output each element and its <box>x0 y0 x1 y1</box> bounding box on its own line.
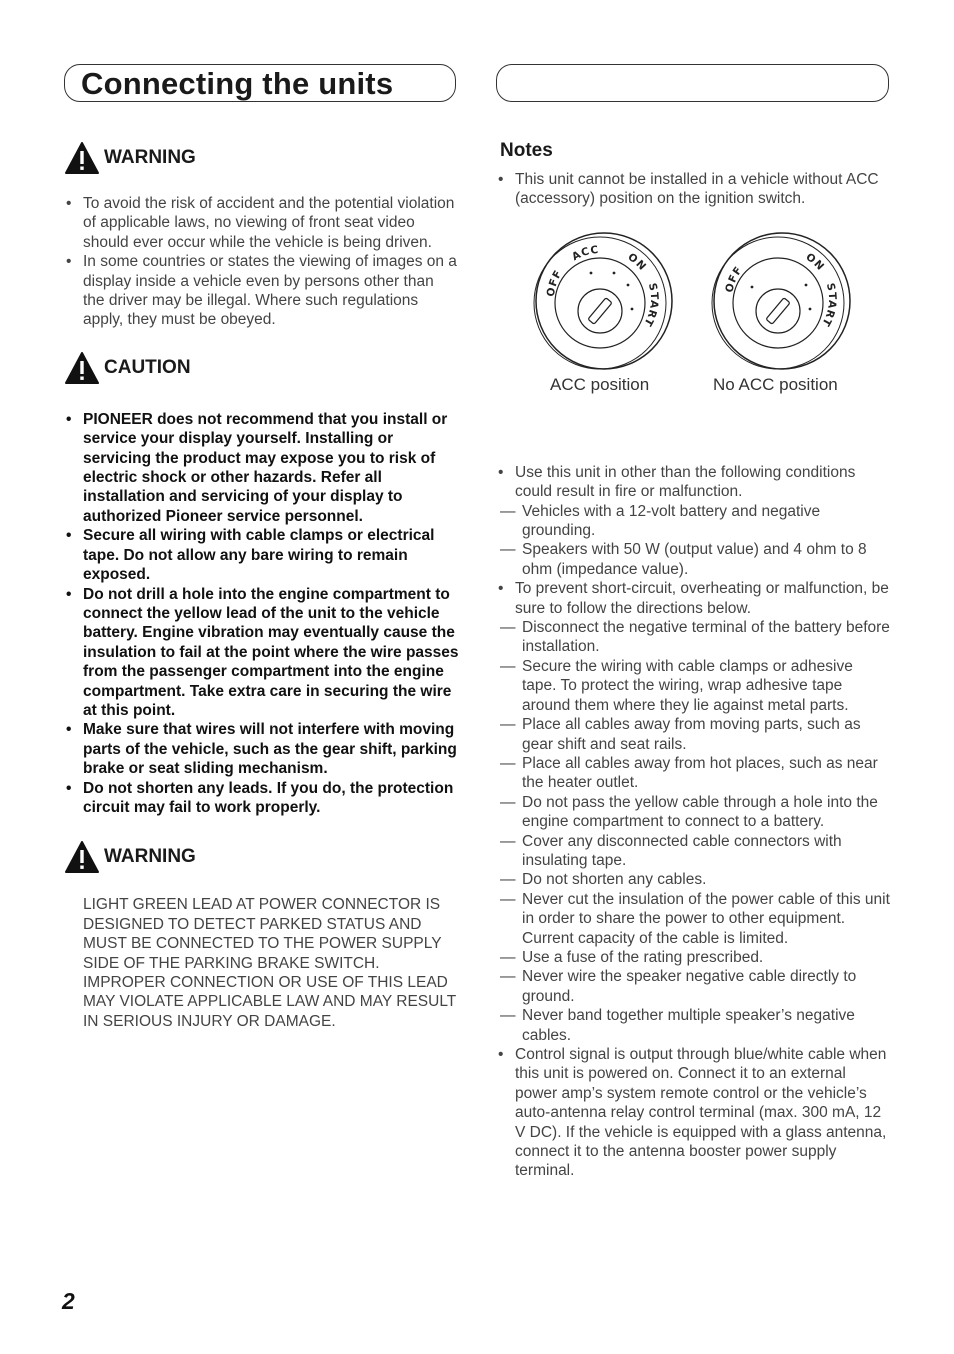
warning-heading: WARNING <box>104 147 196 168</box>
acc-label-on: ON <box>625 250 649 274</box>
list-item: • Do not shorten any leads. If you do, the protection circuit may fail to work properly. <box>64 779 459 818</box>
sub-list-item: — Speakers with 50 W (output value) and 4 ohm to 8 ohm (impedance value). <box>496 540 891 579</box>
caution-icon <box>64 351 100 385</box>
noacc-label-start: START <box>818 281 839 329</box>
sub-list-item: — Do not shorten any cables. <box>496 870 891 889</box>
warning2-heading: WARNING <box>104 846 196 868</box>
sub-list-item: — Vehicles with a 12-volt battery and negative grounding. <box>496 502 891 541</box>
warning-icon <box>64 141 100 175</box>
warning-header <box>64 140 459 176</box>
sub-list-item: — Place all cables away from moving parts, such as gear shift and seat rails. <box>496 715 891 754</box>
sub-list-item: — Use a fuse of the rating prescribed. <box>496 948 891 967</box>
sub-list-item: — Never band together multiple speaker’s negative cables. <box>496 1006 891 1045</box>
noacc-label-on: ON <box>803 250 827 274</box>
warning-list <box>64 194 459 330</box>
list-item: • PIONEER does not recommend that you install or service your display yourself. Installing or servicing the product may expose you to risk of electric shock or other hazards. Refer all installation and servicing of your display to authorized Pioneer service personnel. <box>64 410 459 526</box>
sub-list-item: — Secure the wiring with cable clamps or adhesive tape. To protect the wiring, wrap adhesive tape around them where they lie against metal parts. <box>496 657 891 715</box>
noacc-label-off: OFF <box>723 263 746 294</box>
list-item <box>496 463 891 579</box>
sub-list-item: — Do not pass the yellow cable through a hole into the engine compartment to connect to a battery. <box>496 793 891 832</box>
sub-list-item: — Place all cables away from hot places, such as near the heater outlet. <box>496 754 891 793</box>
ignition-figures <box>496 229 891 429</box>
list-item: • Make sure that wires will not interfere with moving parts of the vehicle, such as the gear shift, parking brake or seat sliding mechanism. <box>64 720 459 778</box>
list-item: • To avoid the risk of accident and the potential violation of applicable laws, no viewing of front seat video should ever occur while the vehicle is being driven. <box>64 194 459 252</box>
page-title-box <box>64 64 456 102</box>
list-item-text: • To prevent short-circuit, overheating or malfunction, be sure to follow the directions below. <box>515 580 889 617</box>
list-item <box>496 579 891 1045</box>
right-column <box>496 140 891 1181</box>
sub-list-item: — Never wire the speaker negative cable directly to ground. <box>496 967 891 1006</box>
acc-label-start: START <box>640 281 661 329</box>
acc-caption: ACC position <box>550 374 650 394</box>
acc-label-off: OFF <box>544 267 565 298</box>
warning2-text: LIGHT GREEN LEAD AT POWER CONNECTOR IS DESIGNED TO DETECT PARKED STATUS AND MUST BE CONNECTED TO THE POWER SUPPLY SIDE OF THE PARKING BRAKE SWITCH. IMPROPER CONNECTION OR USE OF THIS LEAD MAY VIOLATE APPLICABLE LAW AND MAY RESULT IN SERIOUS INJURY OR DAMAGE. <box>83 896 456 1030</box>
list-item: • This unit cannot be installed in a vehicle without ACC (accessory) position on the ignition switch. <box>496 170 891 209</box>
warning-icon <box>64 840 100 874</box>
list-item-text: • Use this unit in other than the following conditions could result in fire or malfunction. <box>515 463 856 501</box>
list-item: • Secure all wiring with cable clamps or electrical tape. Do not allow any bare wiring to remain exposed. <box>64 526 459 584</box>
acc-ignition-illustration <box>524 229 684 375</box>
sub-list <box>496 502 891 580</box>
sub-list-item: — Disconnect the negative terminal of the battery before installation. <box>496 618 891 657</box>
caution-heading: CAUTION <box>104 356 191 378</box>
caution-list <box>64 410 459 818</box>
list-item: • Do not drill a hole into the engine compartment to connect the yellow lead of the unit to the vehicle battery. Engine vibration may eventually cause the insulation to fail at the point where the wire passes from the passenger compartment into the engine compartment. Take extra care in securing the wire at this point. <box>64 585 459 721</box>
warning2-header <box>64 839 459 875</box>
noacc-caption: No ACC position <box>713 374 838 394</box>
notes-list-2 <box>496 463 891 1181</box>
list-item: • In some countries or states the viewing of images on a display inside a vehicle even by persons other than the driver may be illegal. Where such regulations apply, they must be obeyed. <box>64 252 459 330</box>
list-item: • Control signal is output through blue/white cable when this unit is powered on. Connect it to an external power amp’s system remote control or the vehicle’s auto-antenna relay control terminal (max. 300 mA, 12 V DC). If the vehicle is equipped with a glass antenna, connect it to the antenna booster power supply terminal. <box>496 1045 891 1181</box>
sub-list <box>496 618 891 1045</box>
notes-heading: Notes <box>500 140 553 161</box>
page-title: Connecting the units <box>81 66 394 101</box>
noacc-ignition-illustration <box>702 229 862 375</box>
acc-label-acc: ACC <box>570 243 600 264</box>
sub-list-item: — Never cut the insulation of the power cable of this unit in order to share the power to other equipment. Current capacity of the cable is limited. <box>496 890 891 948</box>
left-column <box>64 140 459 1031</box>
header-empty-box <box>496 64 889 102</box>
sub-list-item: — Cover any disconnected cable connectors with insulating tape. <box>496 832 891 871</box>
page-number: 2 <box>62 1288 75 1314</box>
caution-header <box>64 350 459 386</box>
notes-list-1 <box>496 170 891 209</box>
